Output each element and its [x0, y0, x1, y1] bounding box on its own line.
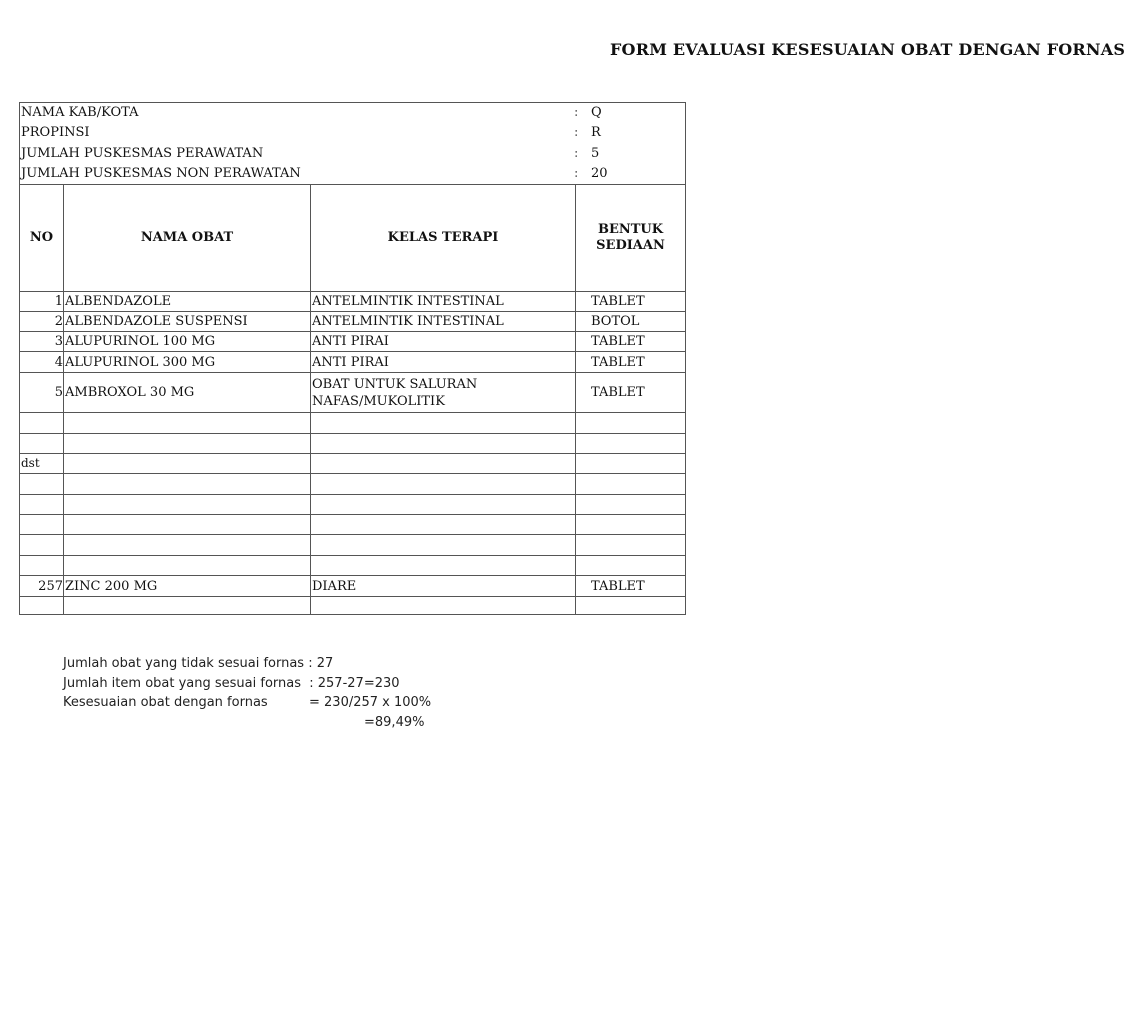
grid-line	[20, 534, 685, 535]
info-row-kab-kota	[20, 103, 685, 123]
row-nama-obat: AMBROXOL 30 MG	[65, 385, 195, 400]
row-bentuk-sediaan: TABLET	[591, 334, 645, 349]
dst-label: dst	[21, 456, 40, 470]
row-no: 257	[38, 578, 63, 594]
grid-line	[20, 453, 685, 454]
colon: :	[574, 166, 579, 181]
colon: :	[574, 105, 579, 120]
row-no: 3	[54, 334, 63, 349]
row-bentuk-sediaan: TABLET	[591, 385, 645, 400]
grid-line	[20, 596, 685, 597]
colon: :	[574, 146, 579, 161]
info-label: JUMLAH PUSKESMAS PERAWATAN	[21, 146, 264, 161]
header-kelas-terapi: KELAS TERAPI	[387, 230, 499, 245]
grid-line	[20, 494, 685, 495]
row-kelas-terapi: ANTI PIRAI	[312, 334, 389, 349]
row-bentuk-sediaan: TABLET	[591, 354, 645, 370]
info-block	[20, 103, 685, 185]
row-no: 5	[54, 385, 63, 400]
row-kelas-terapi: ANTELMINTIK INTESTINAL	[312, 314, 504, 329]
info-row-propinsi	[20, 123, 685, 143]
row-nama-obat: ALBENDAZOLE	[65, 294, 172, 309]
row-nama-obat: ALBENDAZOLE SUSPENSI	[65, 314, 248, 329]
grid-line	[20, 412, 685, 413]
header-bentuk-sediaan: BENTUK SEDIAAN	[596, 222, 665, 253]
summary-line-kesesuaian: Kesesuaian obat dengan fornas = 230/257 x 100%	[63, 695, 432, 710]
row-bentuk-sediaan: BOTOL	[591, 314, 640, 329]
info-value: Q	[591, 105, 602, 120]
summary-line-result: =89,49%	[364, 714, 425, 730]
summary-line-sesuai: Jumlah item obat yang sesuai fornas : 257-27=230	[63, 675, 400, 691]
row-bentuk-sediaan: TABLET	[591, 578, 645, 594]
row-no: 4	[54, 354, 63, 370]
info-label: NAMA KAB/KOTA	[21, 105, 139, 120]
info-row-puskesmas-perawatan	[20, 144, 685, 164]
form-sheet	[19, 102, 686, 615]
row-nama-obat: ALUPURINOL 100 MG	[65, 334, 216, 349]
info-value: R	[591, 125, 601, 140]
row-no: 2	[54, 314, 63, 329]
grid-line	[20, 473, 685, 474]
info-label: PROPINSI	[21, 125, 90, 140]
row-kelas-terapi: ANTELMINTIK INTESTINAL	[312, 294, 504, 309]
row-kelas-terapi: OBAT UNTUK SALURAN NAFAS/MUKOLITIK	[312, 376, 478, 409]
row-nama-obat: ALUPURINOL 300 MG	[65, 354, 216, 370]
summary-line-tidak-sesuai: Jumlah obat yang tidak sesuai fornas : 27	[63, 656, 334, 671]
row-nama-obat: ZINC 200 MG	[65, 578, 158, 594]
header-no: NO	[29, 230, 54, 245]
info-label: JUMLAH PUSKESMAS NON PERAWATAN	[21, 166, 301, 181]
info-value: 5	[591, 146, 600, 161]
grid-line	[20, 433, 685, 434]
info-row-puskesmas-non-perawatan	[20, 164, 685, 184]
summary-block	[63, 654, 431, 732]
colon: :	[574, 125, 579, 140]
row-no: 1	[54, 294, 63, 309]
header-nama-obat: NAMA OBAT	[140, 230, 234, 245]
info-value: 20	[591, 166, 608, 181]
row-kelas-terapi: ANTI PIRAI	[312, 354, 389, 370]
grid-line	[20, 555, 685, 556]
row-bentuk-sediaan: TABLET	[591, 294, 645, 309]
grid-line	[20, 514, 685, 515]
row-kelas-terapi: DIARE	[312, 578, 357, 594]
form-title: FORM EVALUASI KESESUAIAN OBAT DENGAN FORNAS	[610, 40, 1125, 59]
